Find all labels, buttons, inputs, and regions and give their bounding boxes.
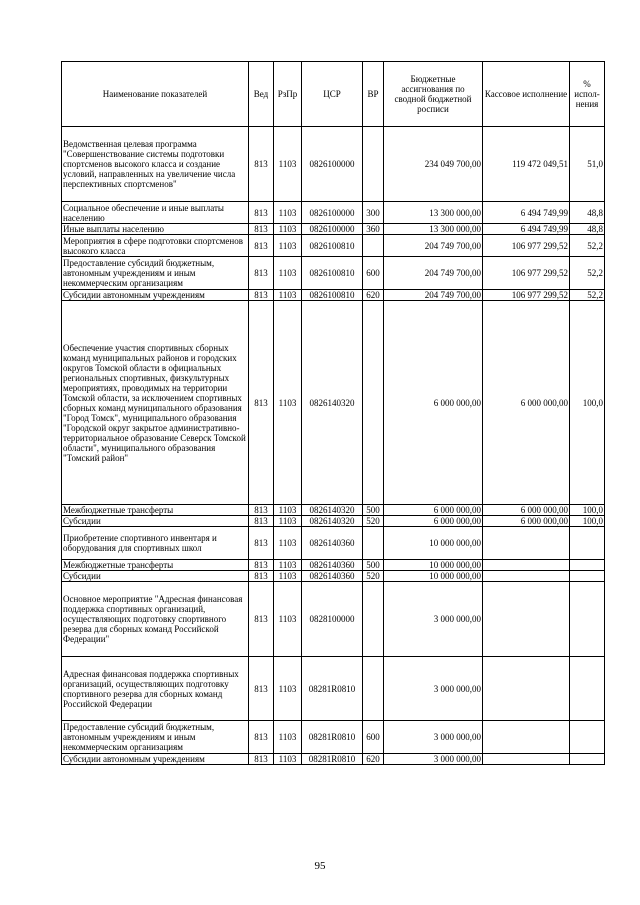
cell-name: Обеспечение участия спортивных сборных команд муниципальных районов и городских округов Томской области в официальных региональных спортивных, физкультурных мероприятиях, проводимых на территории Томской области, за исключением спортивных сборных команд муниципального образования "Город Томск", муниципального образования "Городской округ закрытое административно-территориальное образование Северск Томской области", муниципального образования "Томский район" [62,301,249,505]
cell-rzpr: 1103 [274,657,302,721]
table-row [62,290,605,301]
cell-name: Ведомственная целевая программа "Совершенствование системы подготовки спортсменов высокого класса и создание условий, направленных на увеличение числа перспективных спортсменов" [62,127,249,202]
cell-vr: 300 [363,202,384,224]
table-row [62,721,605,754]
cell-pct: 51,0 [570,127,605,202]
cell-vr: 500 [363,505,384,516]
table-body [62,127,605,765]
cell-rzpr: 1103 [274,754,302,765]
cell-ved: 813 [249,527,274,560]
cell-rzpr: 1103 [274,571,302,582]
table-row [62,754,605,765]
cell-pct [570,721,605,754]
header-budget: Бюджетные ассигнования по сводной бюджетной росписи [384,62,483,127]
cell-cash [483,657,570,721]
cell-csr: 0826140320 [302,301,363,505]
cell-cash [483,582,570,657]
cell-budget: 6 000 000,00 [384,516,483,527]
cell-budget: 3 000 000,00 [384,657,483,721]
cell-budget: 6 000 000,00 [384,301,483,505]
cell-rzpr: 1103 [274,301,302,505]
cell-vr: 520 [363,571,384,582]
table-row [62,301,605,505]
cell-ved: 813 [249,290,274,301]
cell-name: Основное мероприятие "Адресная финансовая поддержка спортивных организаций, осуществляющих подготовку спортивного резерва для сборных команд Российской Федерации" [62,582,249,657]
cell-rzpr: 1103 [274,516,302,527]
cell-ved: 813 [249,516,274,527]
cell-csr: 0826100000 [302,224,363,235]
cell-vr [363,657,384,721]
cell-budget: 204 749 700,00 [384,235,483,257]
cell-cash: 6 000 000,00 [483,516,570,527]
cell-ved: 813 [249,657,274,721]
table-row [62,582,605,657]
cell-ved: 813 [249,127,274,202]
cell-vr [363,582,384,657]
cell-cash: 106 977 299,52 [483,290,570,301]
cell-ved: 813 [249,505,274,516]
header-cash: Кассовое исполнение [483,62,570,127]
table-header-row [62,62,605,127]
cell-ved: 813 [249,721,274,754]
cell-pct: 100,0 [570,516,605,527]
cell-budget: 3 000 000,00 [384,754,483,765]
cell-cash [483,527,570,560]
cell-name: Межбюджетные трансферты [62,560,249,571]
cell-csr: 08281R0810 [302,657,363,721]
cell-csr: 0826140360 [302,571,363,582]
table-row [62,657,605,721]
cell-vr [363,127,384,202]
cell-vr: 600 [363,721,384,754]
cell-rzpr: 1103 [274,127,302,202]
cell-pct [570,754,605,765]
table-row [62,571,605,582]
cell-csr: 0826100810 [302,235,363,257]
cell-vr: 620 [363,754,384,765]
cell-cash: 119 472 049,51 [483,127,570,202]
cell-rzpr: 1103 [274,560,302,571]
page-number: 95 [314,860,326,872]
cell-vr: 360 [363,224,384,235]
cell-name: Предоставление субсидий бюджетным, автономным учреждениям и иным некоммерческим организациям [62,257,249,290]
cell-cash: 106 977 299,52 [483,257,570,290]
cell-pct [570,582,605,657]
cell-vr [363,527,384,560]
cell-name: Приобретение спортивного инвентаря и оборудования для спортивных школ [62,527,249,560]
table-row [62,235,605,257]
cell-csr: 08281R0810 [302,754,363,765]
cell-vr [363,301,384,505]
cell-csr: 0826100810 [302,257,363,290]
table-row [62,224,605,235]
table-row [62,560,605,571]
cell-name: Субсидии автономным учреждениям [62,754,249,765]
cell-pct [570,560,605,571]
cell-ved: 813 [249,202,274,224]
cell-rzpr: 1103 [274,202,302,224]
cell-cash: 106 977 299,52 [483,235,570,257]
cell-csr: 0826100000 [302,127,363,202]
cell-csr: 08281R0810 [302,721,363,754]
cell-pct: 48,8 [570,202,605,224]
cell-ved: 813 [249,571,274,582]
cell-budget: 13 300 000,00 [384,202,483,224]
cell-budget: 204 749 700,00 [384,290,483,301]
cell-cash: 6 494 749,99 [483,224,570,235]
cell-cash: 6 000 000,00 [483,505,570,516]
cell-rzpr: 1103 [274,505,302,516]
table-row [62,202,605,224]
table-row [62,127,605,202]
cell-budget: 10 000 000,00 [384,560,483,571]
cell-csr: 0826100810 [302,290,363,301]
cell-budget: 6 000 000,00 [384,505,483,516]
cell-rzpr: 1103 [274,224,302,235]
cell-csr: 0826140320 [302,505,363,516]
cell-ved: 813 [249,235,274,257]
cell-ved: 813 [249,754,274,765]
header-rzpr: РзПр [274,62,302,127]
cell-name: Субсидии [62,571,249,582]
cell-budget: 234 049 700,00 [384,127,483,202]
table-row [62,516,605,527]
cell-pct: 100,0 [570,505,605,516]
cell-budget: 10 000 000,00 [384,571,483,582]
cell-rzpr: 1103 [274,290,302,301]
cell-budget: 13 300 000,00 [384,224,483,235]
cell-pct [570,571,605,582]
cell-ved: 813 [249,224,274,235]
cell-budget: 3 000 000,00 [384,582,483,657]
cell-vr: 500 [363,560,384,571]
cell-cash [483,754,570,765]
cell-csr: 0826140360 [302,527,363,560]
cell-csr: 0828100000 [302,582,363,657]
cell-pct: 48,8 [570,224,605,235]
table-row [62,257,605,290]
cell-ved: 813 [249,582,274,657]
cell-vr: 520 [363,516,384,527]
budget-execution-table [61,61,605,765]
cell-cash [483,560,570,571]
cell-cash [483,721,570,754]
cell-rzpr: 1103 [274,721,302,754]
cell-name: Межбюджетные трансферты [62,505,249,516]
cell-pct: 52,2 [570,257,605,290]
header-csr: ЦСР [302,62,363,127]
table-row [62,527,605,560]
cell-pct: 52,2 [570,290,605,301]
cell-vr: 620 [363,290,384,301]
cell-budget: 204 749 700,00 [384,257,483,290]
cell-pct: 52,2 [570,235,605,257]
cell-budget: 3 000 000,00 [384,721,483,754]
cell-csr: 0826140360 [302,560,363,571]
cell-csr: 0826140320 [302,516,363,527]
cell-ved: 813 [249,257,274,290]
cell-name: Субсидии [62,516,249,527]
table-row [62,505,605,516]
header-pct: % испол-нения [570,62,605,127]
cell-vr [363,235,384,257]
cell-ved: 813 [249,301,274,505]
header-name: Наименование показателей [62,62,249,127]
cell-pct [570,657,605,721]
cell-cash [483,571,570,582]
cell-budget: 10 000 000,00 [384,527,483,560]
cell-name: Иные выплаты населению [62,224,249,235]
cell-name: Предоставление субсидий бюджетным, автономным учреждениям и иным некоммерческим организациям [62,721,249,754]
header-ved: Вед [249,62,274,127]
cell-rzpr: 1103 [274,527,302,560]
cell-name: Мероприятия в сфере подготовки спортсменов высокого класса [62,235,249,257]
cell-rzpr: 1103 [274,257,302,290]
header-vr: ВР [363,62,384,127]
cell-csr: 0826100000 [302,202,363,224]
cell-cash: 6 494 749,99 [483,202,570,224]
cell-pct: 100,0 [570,301,605,505]
cell-cash: 6 000 000,00 [483,301,570,505]
cell-vr: 600 [363,257,384,290]
cell-pct [570,527,605,560]
cell-name: Субсидии автономным учреждениям [62,290,249,301]
cell-name: Адресная финансовая поддержка спортивных организаций, осуществляющих подготовку спортивного резерва для сборных команд Российской Федерации [62,657,249,721]
cell-rzpr: 1103 [274,235,302,257]
cell-name: Социальное обеспечение и иные выплаты населению [62,202,249,224]
cell-ved: 813 [249,560,274,571]
cell-rzpr: 1103 [274,582,302,657]
